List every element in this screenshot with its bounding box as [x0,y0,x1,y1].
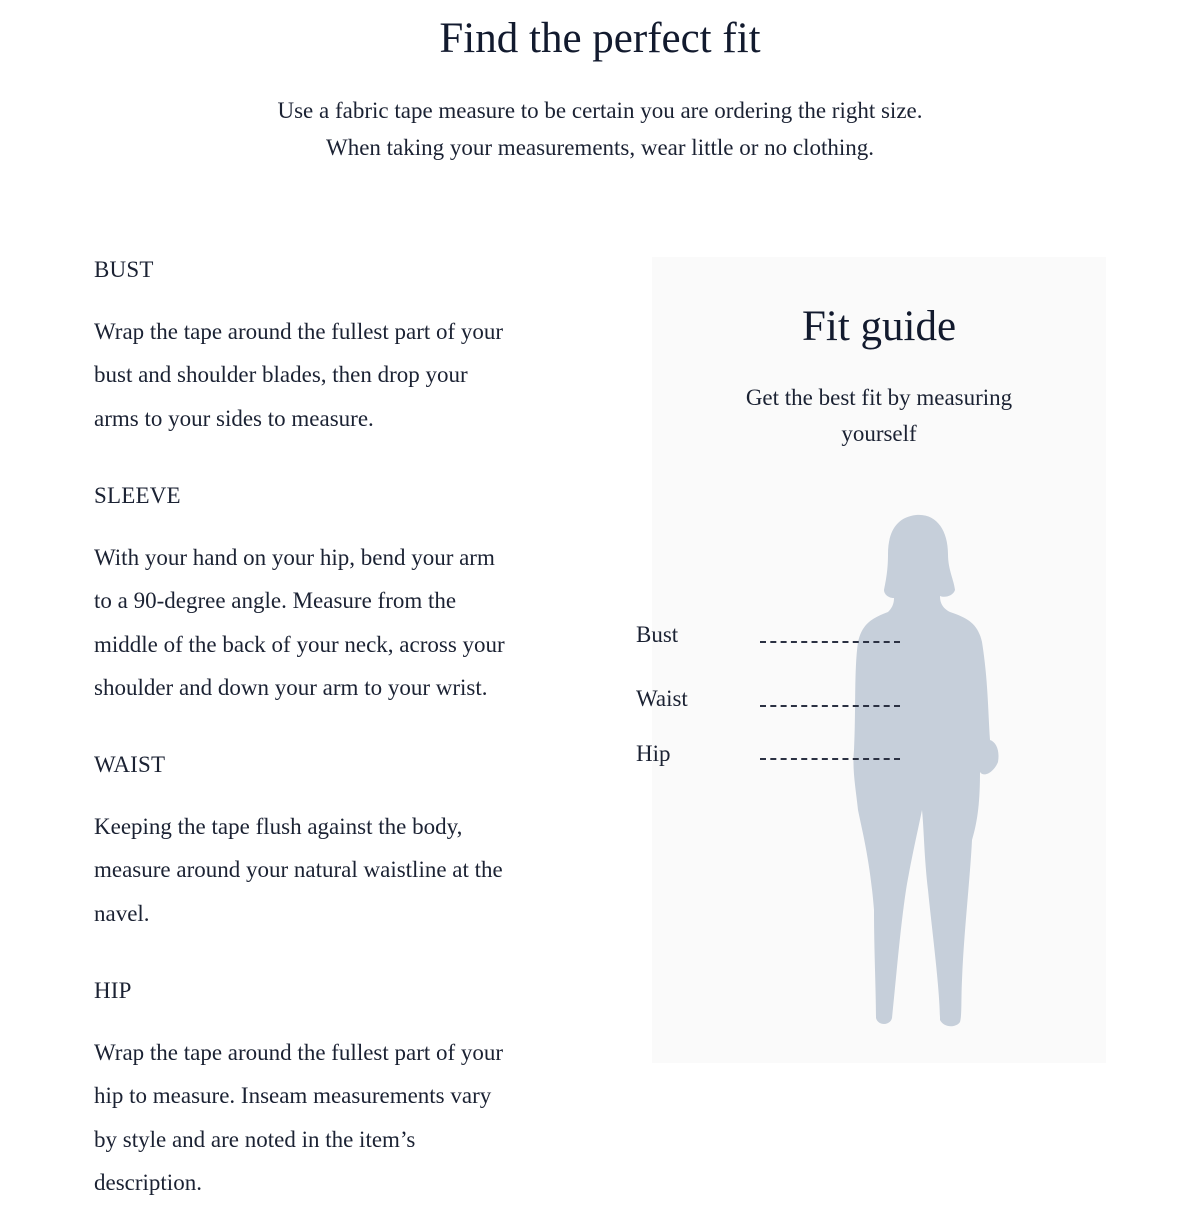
marker-label-waist: Waist [636,686,688,711]
section-heading-sleeve: SLEEVE [94,483,181,508]
section-body-bust [94,310,564,440]
body-line: middle of the back of your neck, across your [94,631,505,657]
body-line: description. [94,1170,202,1196]
subtitle-line: yourself [841,421,917,446]
subtitle-line: Get the best fit by measuring [745,385,1013,410]
section-body-hip [94,1031,564,1205]
fit-guide-subtitle [712,380,1046,452]
section-body-sleeve [94,536,564,710]
marker-line-hip [760,758,900,760]
body-line: by style and are noted in the item’s [94,1126,416,1152]
body-line: measure around your natural waistline at the [94,857,503,883]
body-line: bust and shoulder blades, then drop your [94,362,468,388]
section-body-waist [94,805,564,935]
subtitle-line: Use a fabric tape measure to be certain you are ordering the right size. [277,98,923,123]
marker-line-bust [760,641,900,643]
marker-label-hip: Hip [636,741,671,766]
page-subtitle [0,92,1200,166]
section-heading-hip: HIP [94,978,132,1003]
body-line: shoulder and down your arm to your wrist. [94,675,488,701]
body-line: navel. [94,900,150,926]
body-line: With your hand on your hip, bend your arm [94,545,495,570]
subtitle-line: When taking your measurements, wear little or no clothing. [325,135,874,160]
body-line: Wrap the tape around the fullest part of your [94,319,504,344]
body-line: Wrap the tape around the fullest part of your [94,1040,504,1065]
marker-line-waist [760,705,900,707]
section-heading-bust: BUST [94,257,154,282]
marker-label-bust: Bust [636,622,679,647]
body-line: hip to measure. Inseam measurements vary [94,1083,492,1109]
section-heading-waist: WAIST [94,752,166,777]
body-line: arms to your sides to measure. [94,405,374,431]
fit-guide-title: Fit guide [801,303,957,350]
body-line: to a 90-degree angle. Measure from the [94,588,457,614]
body-line: Keeping the tape flush against the body, [94,814,463,839]
page-title: Find the perfect fit [439,15,761,62]
female-silhouette-icon [840,510,1010,1035]
